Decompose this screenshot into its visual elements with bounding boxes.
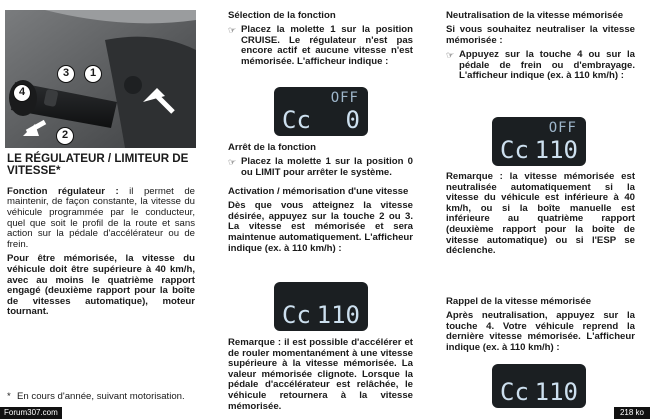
pointing-hand-icon: ☞ (228, 25, 237, 35)
display-cc-110 (274, 282, 368, 331)
display-off-zero (274, 87, 368, 136)
section-stop-title: Arrêt de la fonction (228, 142, 316, 153)
display-cc-label: Cc (500, 136, 529, 164)
display-speed-value: 110 (534, 136, 578, 164)
neutralisation-remark (446, 172, 635, 257)
display-off-label: OFF (548, 120, 577, 136)
display-speed-value: 110 (316, 301, 360, 329)
footnote-text: En cours d'année, suivant motorisation. (17, 391, 185, 402)
callout-2: 2 (56, 127, 74, 145)
right-remark-block (446, 172, 635, 257)
neutralisation-step-text: Appuyez sur la touche 4 ou sur la pédale de frein ou d'embrayage. L'afficheur indique (ex. à 110 km/h) : (459, 49, 635, 82)
regulator-function-paragraph (7, 187, 195, 251)
memorisation-condition-text: Pour être mémorisée, la vitesse du véhicule doit être supérieure à 40 km/h, avec au moins le quatrième rapport engagé (deuxième rapport pour la boîte de vitesses automatique), (7, 253, 195, 307)
display-cc-label: Cc (282, 106, 311, 134)
pointing-hand-icon: ☞ (446, 50, 455, 61)
display-cc-label: Cc (282, 301, 311, 329)
middle-column-2 (228, 142, 413, 254)
display-cc-label: Cc (500, 378, 529, 406)
footnote-mark: * (7, 391, 11, 402)
footnote (7, 392, 195, 403)
neutralisation-step (446, 50, 635, 82)
display-recall-110 (492, 364, 586, 408)
callout-4: 4 (13, 84, 31, 102)
neutralisation-remark-lead: Remarque : (446, 171, 503, 182)
left-column (7, 153, 195, 318)
regulator-function-text: il permet de maintenir, de façon constante, la vitesse du véhicule programmée par le conducteur, quel que soit le profil de la route et sans action sur la pédale d'accélérateur ou de frein. (7, 185, 196, 250)
middle-column (228, 10, 413, 67)
display-speed-value: 0 (345, 106, 360, 134)
activation-paragraph: Dès que vous atteignez la vitesse désirée, appuyez sur la touche 2 ou 3. La vitesse est mémorisée et sera maintenue automatiquement. L'afficheur indique (ex. à 110 km/h) : (228, 200, 413, 254)
recall-block (446, 296, 635, 353)
page-indicator: 218 ko (614, 407, 650, 419)
stop-step-text: Placez la molette 1 sur la position 0 ou LIMIT pour arrêter le système. (241, 156, 413, 178)
section-selection-title: Sélection de la fonction (228, 10, 336, 21)
display-speed-value: 110 (534, 378, 578, 406)
acceleration-remark-text: il est possible d'accélérer et de rouler momentanément à une vitesse supérieure à la vitesse mémorisée. La valeur mémorisée clignote. Lorsque la pédale d'accélérateur est relâchée, le véhicule retournera à la vitesse mémorisée. (228, 337, 413, 412)
selection-step-text: Placez la molette 1 sur la position CRUISE. Le régulateur n'est pas encore actif et aucune vitesse n'est mémorisée. L'afficheur indique : (241, 24, 413, 67)
pointing-hand-icon: ☞ (228, 157, 237, 167)
right-column (446, 10, 635, 82)
acceleration-remark-lead: Remarque : (228, 337, 282, 348)
neutralisation-intro: Si vous souhaitez neutraliser la vitesse mémorisée : (446, 24, 635, 46)
acceleration-remark (228, 338, 413, 412)
callout-3: 3 (57, 65, 75, 83)
section-activation-title: Activation / mémorisation d'une vitesse (228, 186, 409, 198)
regulator-function-lead: Fonction régulateur : (7, 185, 119, 197)
display-off-110 (492, 117, 586, 166)
cruise-control-stalk-photo (5, 10, 196, 148)
callout-1: 1 (84, 65, 102, 83)
selection-step (228, 25, 413, 67)
memorisation-condition-paragraph (7, 254, 195, 318)
section-neutralisation-title: Neutralisation de la vitesse mémorisée (446, 10, 624, 21)
page-title: LE RÉGULATEUR / LIMITEUR DE VITESSE* (7, 152, 189, 178)
source-watermark: Forum307.com (0, 407, 62, 419)
recall-paragraph: Après neutralisation, appuyez sur la touche 4. Votre véhicule reprend la dernière vitesse mémorisée. L'afficheur indique (ex. à 110 km/h) : (446, 310, 635, 353)
section-recall-title: Rappel de la vitesse mémorisée (446, 296, 592, 307)
middle-remark (228, 338, 413, 412)
memorisation-condition-end: moteur tournant. (7, 295, 196, 318)
neutralisation-remark-text: la vitesse mémorisée est neutralisée automatiquement si la vitesse du véhicule est inférieure à 40 km/h, ou si la boîte manuelle est inférieure au quatrième rapport (deuxième rapport pour la boîte de vitesse automatique) ou si l'ESP se déclenche. (446, 171, 636, 257)
stop-step (228, 157, 413, 178)
display-off-label: OFF (330, 90, 359, 106)
